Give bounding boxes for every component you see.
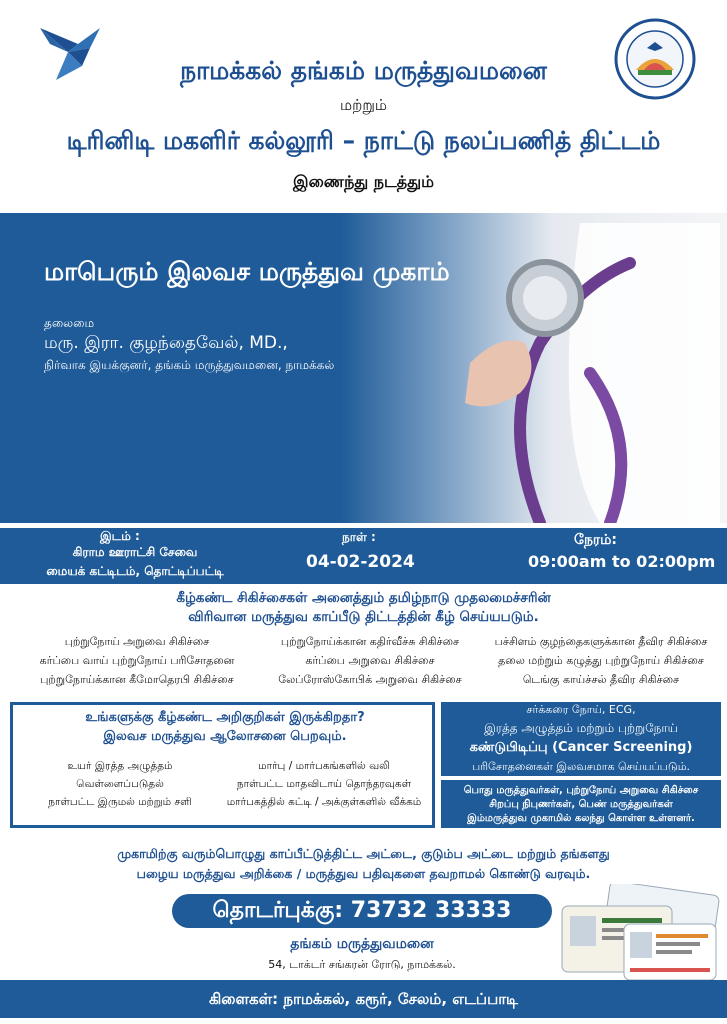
college-name: டிரினிடி மகளிர் கல்லூரி – நாட்டு நலப்பணித் திட்டம் [66,126,661,155]
symptoms-question-1: உங்களுக்கு கீழ்கண்ட அறிகுறிகள் இருக்கிறதா? [85,710,365,725]
list-item: மார்பகத்தில் கட்டி / அக்குள்களில் வீக்கம் [226,796,422,808]
date-label: நாள் : [342,530,376,544]
contact-hospital: தங்கம் மருத்துவமனை [290,936,434,952]
place-line-1: கிராம ஊராட்சி சேவை [72,545,198,559]
branches-footer: கிளைகள்: நாமக்கல், கரூர், சேலம், எடப்பாடி [0,980,727,1018]
screening-line-2: இரத்த அழுத்தம் மற்றும் புற்றுநோய் [484,721,678,735]
camp-title: மாபெரும் இலவச மருத்துவ முகாம் [44,257,450,286]
date-value: 04-02-2024 [306,552,415,572]
list-item: கர்ப்பை வாய் புற்றுநோய் பரிசோதனை [39,654,235,667]
symptoms-column-1 [20,757,220,811]
symptoms-column-2 [224,757,424,811]
contact-address: 54, டாக்டர் சங்கரன் ரோடு, நாமக்கல். [268,958,456,971]
doctor-role: நிர்வாக இயக்குனர், தங்கம் மருத்துவமனை, நாமக்கல் [44,358,335,372]
list-item: வெள்ளைப்படுதல் [76,778,164,790]
place-line-2: மையக் கட்டிடம், தொட்டிப்பட்டி [46,564,224,578]
list-item: மார்பு / மார்பகங்களில் வலி [258,760,390,772]
bring-note-line-2: பழைய மருத்துவ அறிக்கை / மருத்துவ பதிவுகளை தவறாமல் கொண்டு வரவும். [136,866,591,881]
treatments-column-3 [476,632,726,689]
doctors-line-1: பொது மருத்துவர்கள், புற்றுநோய் அறுவை சிகிச்சை [463,785,699,796]
treatments-heading-1: கீழ்கண்ட சிகிச்சைகள் அனைத்தும் தமிழ்நாடு முதலமைச்சரின் [176,590,551,606]
list-item: புற்றுநோய் அறுவை சிகிச்சை [64,635,210,648]
place-label: இடம் : [100,529,140,543]
stethoscope-icon [430,223,720,523]
list-item: பச்சிளம் குழந்தைகளுக்கான தீவிர சிகிச்சை [494,635,708,648]
time-label: நேரம்: [574,532,618,548]
and-text: மற்றும் [340,96,387,114]
symptoms-question-2: இலவச மருத்துவ ஆலோசனை பெறவும். [103,729,347,744]
list-item: கர்ப்பை அறுவை சிகிச்சை [305,654,435,667]
hospital-name: நாமக்கல் தங்கம் மருத்துவமனை [180,56,547,85]
doctors-line-2: சிறப்பு நிபுணர்கள், பெண் மருத்துவர்கள் [489,799,673,810]
list-item: புற்றுநோய்க்கான கதிர்வீச்சு சிகிச்சை [280,635,460,648]
doctor-name: மரு. இரா. குழந்தைவேல், MD., [44,333,288,353]
contact-phone: தொடர்புக்கு: 73732 33333 [172,894,552,928]
list-item: லேப்ரோஸ்கோபிக் அறுவை சிகிச்சை [278,673,462,686]
presided-label: தலைமை [44,316,95,330]
list-item: தலை மற்றும் கழுத்து புற்றுநோய் சிகிச்சை [498,654,704,667]
treatments-heading-2: விரிவான மருத்துவ காப்பீடு திட்டத்தின் கீழ் செய்யபடும். [188,609,539,625]
screening-line-1: சர்க்கரை நோய், ECG, [526,703,636,716]
list-item: உயர் இரத்த அழுத்தம் [67,760,173,772]
treatments-column-1 [12,632,262,689]
list-item: புற்றுநோய்க்கான கீமோதெரபி சிகிச்சை [40,673,234,686]
list-item: டெங்கு காய்ச்சல் தீவிர சிகிச்சை [522,673,680,686]
list-item: நாள்பட்ட இருமல் மற்றும் சளி [48,796,192,808]
doctors-line-3: இம்மருத்துவ முகாமில் கலந்து கொள்ள உள்ளனர். [467,813,695,824]
time-value: 09:00am to 02:00pm [528,552,716,571]
treatments-column-2 [245,632,495,689]
screening-line-3: கண்டுபிடிப்பு (Cancer Screening) [469,740,693,755]
id-cards-icon [556,884,721,984]
screening-line-4: பரிசோதனைகள் இலவசமாக செய்யப்படும். [471,760,691,773]
list-item: நாள்பட்ட மாதவிடாய் தொந்தரவுகள் [236,778,412,790]
bring-note-line-1: முகாமிற்கு வரும்பொழுது காப்பீட்டுத்திட்ட அட்டை, குடும்ப அட்டை மற்றும் தங்களது [117,846,610,861]
jointly-text: இணைந்து நடத்தும் [293,172,434,191]
